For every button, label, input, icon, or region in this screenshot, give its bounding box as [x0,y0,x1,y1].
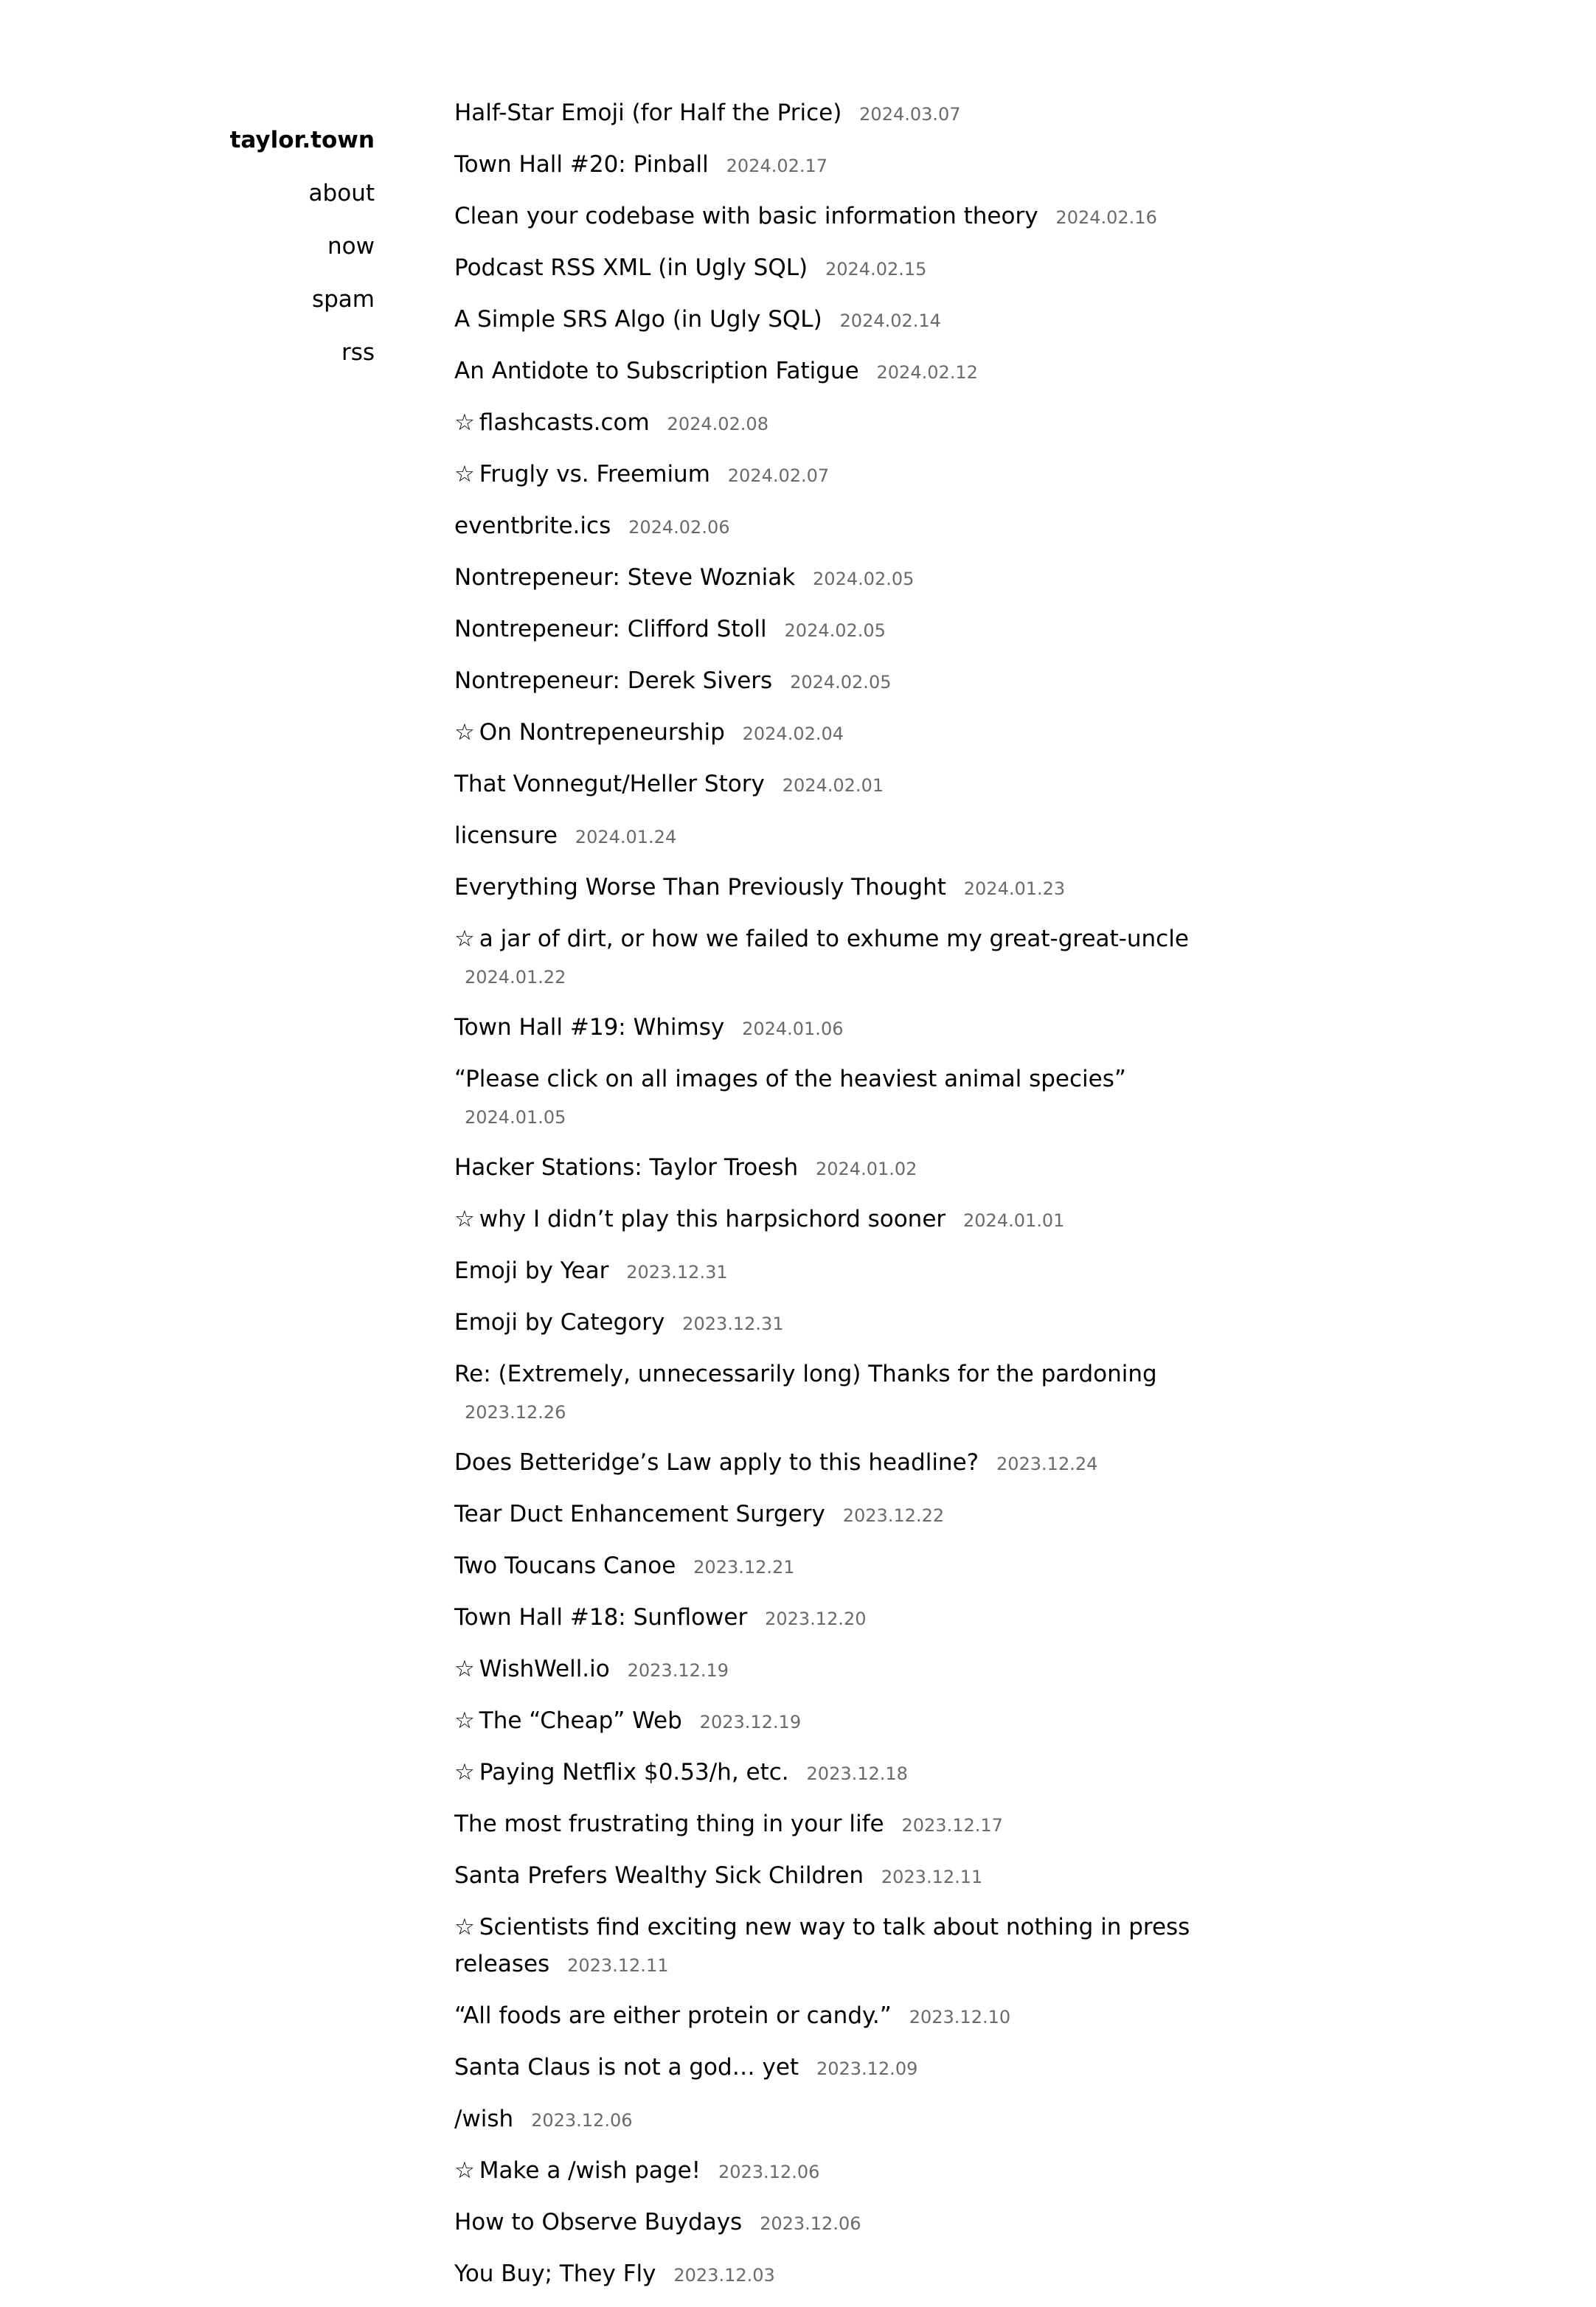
post-list [454,94,1192,2307]
post-title: An Antidote to Subscription Fatigue [454,358,859,384]
post-title: Santa Claus is not a god… yet [454,2054,799,2081]
post-title: That Vonnegut/Heller Story [454,771,765,797]
post-link[interactable] [454,1553,676,1579]
star-icon: ☆ [454,2157,475,2184]
post-link[interactable] [454,1066,1126,1092]
post-title: Hacker Stations: Taylor Troesh [454,1154,799,1181]
post-list-item [454,1599,1192,1637]
post-title: Town Hall #19: Whimsy [454,1014,725,1041]
post-title: why I didn’t play this harpsichord sooner [479,1206,946,1232]
star-icon: ☆ [454,1206,475,1232]
post-list-item [454,353,1192,391]
post-list-item [454,301,1192,339]
post-link[interactable] [454,1759,789,1786]
post-list-item [454,766,1192,804]
post-list-item [454,1356,1192,1431]
post-date: 2024.02.01 [782,775,884,796]
post-date: 2023.12.21 [693,1557,795,1578]
post-date: 2023.12.06 [760,2213,861,2234]
post-title: On Nontrepeneurship [479,719,725,746]
post-list-item [454,1496,1192,1534]
post-link[interactable] [454,1154,798,1181]
star-icon: ☆ [454,926,475,952]
post-title: Podcast RSS XML (in Ugly SQL) [454,254,808,281]
nav-link-rss[interactable]: rss [341,339,375,366]
post-list-item [454,1754,1192,1792]
post-list-item [454,404,1192,443]
post-link[interactable] [454,2002,892,2029]
post-list-item [454,94,1192,133]
post-title: Nontrepeneur: Derek Sivers [454,667,773,694]
nav-link-now[interactable]: now [327,233,375,260]
post-title: Tear Duct Enhancement Surgery [454,1501,825,1527]
post-date: 2023.12.19 [699,1712,802,1732]
post-link[interactable] [454,1501,825,1527]
post-title: Emoji by Year [454,1257,609,1284]
post-title: Make a /wish page! [479,2157,701,2184]
post-date: 2024.02.04 [742,724,844,744]
post-date: 2023.12.19 [627,1660,729,1681]
post-date: 2023.12.06 [718,2162,820,2182]
post-date: 2024.02.06 [628,517,730,538]
post-title: Paying Netflix $0.53/h, etc. [479,1759,789,1786]
post-title: “All foods are either protein or candy.” [454,2002,892,2029]
site-title-link[interactable]: taylor.town [229,127,375,153]
post-link[interactable] [454,2261,656,2287]
post-list-item [454,1857,1192,1895]
post-list-item [454,2049,1192,2087]
post-link[interactable] [454,667,772,694]
post-date: 2023.12.06 [531,2110,633,2131]
post-title: Scientists find exciting new way to talk about nothing in press releases [454,1914,1190,1977]
star-icon: ☆ [454,1707,475,1734]
post-title: Frugly vs. Freemium [479,461,710,488]
post-title: eventbrite.ics [454,513,611,539]
post-list-item [454,714,1192,752]
post-list-item [454,2204,1192,2242]
nav-link-about[interactable]: about [308,180,375,207]
post-title: The “Cheap” Web [479,1707,682,1734]
post-date: 2023.12.10 [909,2007,1011,2027]
post-link[interactable] [454,151,709,178]
post-date: 2023.12.09 [816,2058,918,2079]
post-title: Emoji by Category [454,1309,665,1336]
star-icon: ☆ [454,1759,475,1786]
post-list-item [454,817,1192,856]
post-list-item [454,1651,1192,1689]
post-link[interactable] [454,2106,513,2132]
post-title: Clean your codebase with basic information theory [454,203,1038,229]
post-list-item [454,1997,1192,2036]
post-date: 2024.02.15 [825,259,927,280]
post-link[interactable] [454,254,808,281]
star-icon: ☆ [454,461,475,488]
post-list-item [454,146,1192,184]
post-date: 2023.12.11 [567,1955,669,1976]
post-date: 2023.12.31 [682,1314,784,1334]
post-list-item [454,869,1192,907]
post-link[interactable] [454,1309,665,1336]
post-link[interactable] [454,1862,864,1889]
post-date: 2024.01.24 [575,827,677,847]
post-link[interactable] [454,2209,742,2235]
post-title: Town Hall #18: Sunflower [454,1604,748,1631]
post-link[interactable] [454,1257,608,1284]
post-list-item [454,559,1192,597]
post-date: 2024.02.17 [726,156,828,176]
post-date: 2024.02.07 [727,465,830,486]
post-link[interactable] [454,513,611,539]
post-list-item [454,1909,1192,1984]
post-title: Everything Worse Than Previously Thought [454,874,946,901]
post-date: 2023.12.17 [901,1815,1003,1836]
post-list-item [454,2152,1192,2190]
post-link[interactable] [454,1656,610,1682]
post-date: 2024.01.23 [963,878,1066,899]
post-date: 2023.12.03 [673,2265,775,2286]
post-link[interactable] [454,100,842,126]
post-link[interactable] [454,1206,946,1232]
post-title: a jar of dirt, or how we failed to exhume my great-great-uncle [479,926,1189,952]
post-list-item [454,1149,1192,1187]
post-title: Re: (Extremely, unnecessarily long) Thanks for the pardoning [454,1361,1157,1387]
post-date: 2023.12.22 [842,1505,945,1526]
post-link[interactable] [454,719,725,746]
post-date: 2024.01.05 [465,1107,566,1128]
post-title: Nontrepeneur: Steve Wozniak [454,564,796,591]
post-date: 2023.12.18 [806,1763,908,1784]
sidebar-nav [0,114,375,379]
post-list-item [454,1304,1192,1342]
post-list-item [454,1444,1192,1482]
post-link[interactable] [454,358,859,384]
post-link[interactable] [454,771,765,797]
post-date: 2024.01.22 [465,967,566,988]
post-date: 2023.12.11 [881,1867,983,1887]
post-title: Half-Star Emoji (for Half the Price) [454,100,842,126]
post-date: 2024.02.08 [667,414,768,434]
star-icon: ☆ [454,409,475,436]
post-date: 2024.01.06 [742,1019,844,1039]
post-title: /wish [454,2106,514,2132]
post-link[interactable] [454,822,558,849]
post-title: The most frustrating thing in your life [454,1811,884,1837]
post-date: 2023.12.26 [465,1402,566,1423]
post-title: How to Observe Buydays [454,2209,743,2235]
post-title: flashcasts.com [479,409,650,436]
star-icon: ☆ [454,1656,475,1682]
post-link[interactable] [454,1811,884,1837]
post-list-item [454,249,1192,288]
post-list-item [454,456,1192,494]
post-date: 2024.02.14 [839,311,941,331]
post-link[interactable] [454,1707,682,1734]
post-link[interactable] [454,564,795,591]
post-list-item [454,507,1192,546]
post-link[interactable] [454,1449,979,1476]
post-date: 2024.02.05 [813,569,915,589]
post-link[interactable] [454,409,650,436]
post-link[interactable] [454,874,946,901]
post-link[interactable] [454,203,1038,229]
post-link[interactable] [454,2054,799,2081]
post-title: Does Betteridge’s Law apply to this headline? [454,1449,979,1476]
post-title: You Buy; They Fly [454,2261,656,2287]
post-link[interactable] [454,1914,1190,1977]
nav-link-spam[interactable]: spam [311,286,375,313]
post-date: 2024.02.05 [790,672,892,693]
post-title: A Simple SRS Algo (in Ugly SQL) [454,306,822,333]
post-title: Nontrepeneur: Clifford Stoll [454,616,767,642]
post-date: 2024.03.07 [859,104,961,125]
post-list-item [454,1547,1192,1586]
post-date: 2023.12.31 [626,1262,728,1283]
post-link[interactable] [454,461,710,488]
post-date: 2023.12.24 [996,1454,1098,1474]
post-link[interactable] [454,1361,1157,1387]
post-link[interactable] [454,926,1189,952]
star-icon: ☆ [454,1914,475,1940]
post-list-item [454,920,1192,996]
post-list-item [454,1805,1192,1844]
post-list-item [454,2100,1192,2139]
post-link[interactable] [454,1014,724,1041]
post-date: 2024.01.01 [963,1210,1065,1231]
post-list-item [454,1009,1192,1047]
post-link[interactable] [454,1604,747,1631]
post-list-item [454,1201,1192,1239]
post-list-item [454,2255,1192,2294]
post-list-item [454,662,1192,701]
post-title: licensure [454,822,558,849]
post-list-item [454,1252,1192,1291]
post-date: 2024.01.02 [816,1159,917,1179]
post-title: Two Toucans Canoe [454,1553,676,1579]
post-list-item [454,198,1192,236]
post-date: 2024.02.12 [876,362,978,383]
post-title: Town Hall #20: Pinball [454,151,709,178]
post-title: WishWell.io [479,1656,610,1682]
post-title: “Please click on all images of the heaviest animal species” [454,1066,1126,1092]
post-date: 2024.02.05 [784,620,886,641]
post-link[interactable] [454,616,767,642]
post-link[interactable] [454,306,822,333]
post-title: Santa Prefers Wealthy Sick Children [454,1862,864,1889]
post-date: 2023.12.20 [765,1609,867,1629]
post-date: 2024.02.16 [1055,207,1157,228]
post-list-item [454,1702,1192,1741]
post-list-item [454,1061,1192,1136]
star-icon: ☆ [454,719,475,746]
post-list-item [454,611,1192,649]
